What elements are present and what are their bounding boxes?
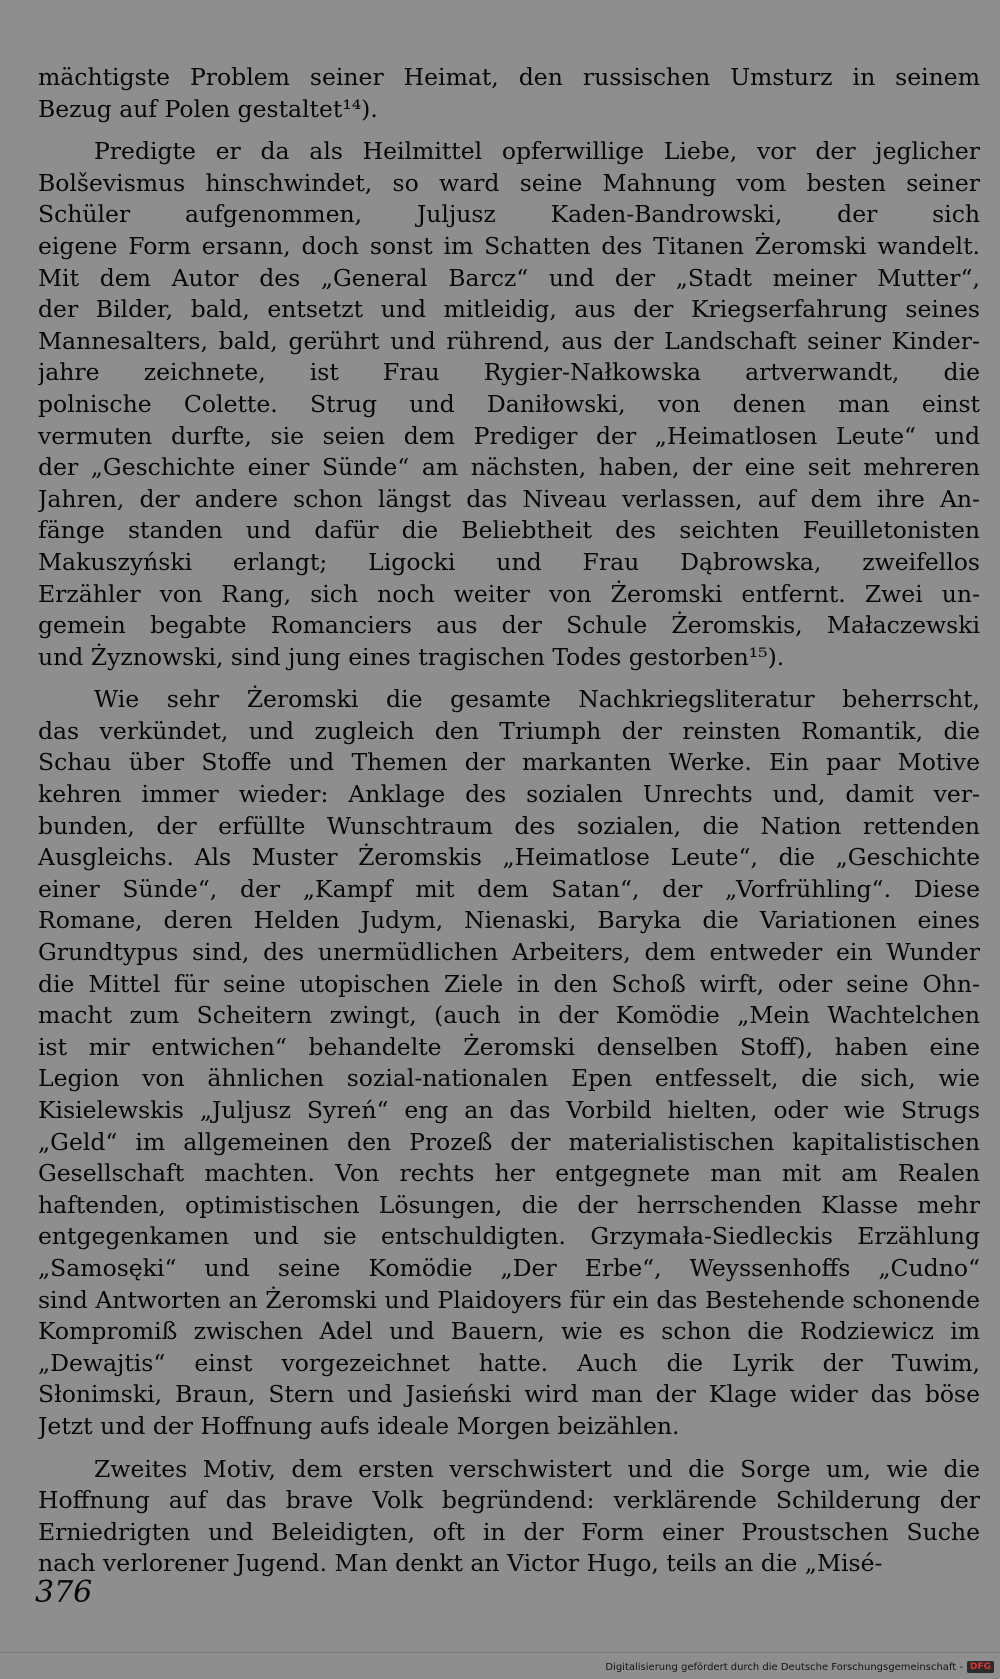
text-line: Erzähler von Rang, sich noch weiter von Żeromski entfernt. Zwei un-: [38, 579, 980, 608]
text-line: „Dewajtis“ einst vorgezeichnet hatte. Auch die Lyrik der Tuwim,: [38, 1348, 980, 1377]
paragraph: [38, 1454, 980, 1580]
text-line: macht zum Scheitern zwingt, (auch in der Komödie „Mein Wachtelchen: [38, 1001, 980, 1030]
text-line: Erniedrigten und Beleidigten, oft in der Form einer Proustschen Suche: [38, 1517, 980, 1546]
text-line: gemein begabte Romanciers aus der Schule Żeromskis, Małaczewski: [38, 611, 980, 640]
text-line: bunden, der erfüllte Wunschtraum des sozialen, die Nation rettenden: [38, 811, 980, 840]
body-text: [38, 62, 980, 1580]
text-line: Schüler aufgenommen, Juljusz Kaden-Bandrowski, der sich: [38, 200, 980, 229]
paragraph: [38, 136, 980, 673]
text-line: jahre zeichnete, ist Frau Rygier-Nałkowska artverwandt, die: [38, 358, 980, 387]
text-line: Gesellschaft machten. Von rechts her entgegnete man mit am Realen: [38, 1159, 980, 1188]
text-line: Mit dem Autor des „General Barcz“ und der „Stadt meiner Mutter“,: [38, 263, 980, 292]
text-line: Zweites Motiv, dem ersten verschwistert und die Sorge um, wie die: [94, 1454, 980, 1483]
text-line: Romane, deren Helden Judym, Nienaski, Baryka die Variationen eines: [38, 906, 980, 935]
text-line: Bezug auf Polen gestaltet¹⁴).: [38, 94, 378, 123]
text-line: sind Antworten an Żeromski und Plaidoyers für ein das Bestehende schonende: [38, 1285, 980, 1314]
text-line: vermuten durfte, sie seien dem Prediger der „Heimatlosen Leute“ und: [38, 421, 980, 450]
text-line: das verkündet, und zugleich den Triumph der reinsten Romantik, die: [38, 716, 980, 745]
text-line: der Bilder, bald, entsetzt und mitleidig, aus der Kriegserfahrung seines: [38, 295, 980, 324]
text-line: und Żyznowski, sind jung eines tragischen Todes gestorben¹⁵).: [38, 642, 785, 671]
text-line: eigene Form ersann, doch sonst im Schatten des Titanen Żeromski wandelt.: [38, 231, 980, 260]
footer-divider: [0, 1652, 1000, 1653]
paragraph: [38, 62, 980, 125]
text-line: mächtigste Problem seiner Heimat, den russischen Umsturz in seinem: [38, 63, 980, 91]
text-line: polnische Colette. Strug und Daniłowski, von denen man einst: [38, 389, 980, 418]
page-number: 376: [35, 1575, 93, 1610]
text-line: Jahren, der andere schon längst das Niveau verlassen, auf dem ihre An-: [38, 484, 980, 513]
text-line: Mannesalters, bald, gerührt und rührend, aus der Landschaft seiner Kinder-: [38, 326, 980, 355]
text-line: nach verlorener Jugend. Man denkt an Victor Hugo, teils an die „Misé-: [38, 1549, 883, 1578]
text-line: Makuszyński erlangt; Ligocki und Frau Dąbrowska, zweifellos: [38, 547, 980, 576]
text-line: entgegenkamen und sie entschuldigten. Grzymała-Siedleckis Erzählung: [38, 1222, 980, 1251]
text-line: Grundtypus sind, des unermüdlichen Arbeiters, dem entweder ein Wunder: [38, 938, 980, 967]
text-line: Kisielewskis „Juljusz Syreń“ eng an das Vorbild hielten, oder wie Strugs: [38, 1096, 980, 1124]
text-line: Bolševismus hinschwindet, so ward seine Mahnung vom besten seiner: [38, 168, 980, 197]
text-line: haftenden, optimistischen Lösungen, die der herrschenden Klasse mehr: [38, 1190, 980, 1219]
text-line: Kompromiß zwischen Adel und Bauern, wie es schon die Rodziewicz im: [38, 1317, 980, 1346]
text-line: kehren immer wieder: Anklage des sozialen Unrechts und, damit ver-: [38, 780, 980, 809]
text-line: Słonimski, Braun, Stern und Jasieński wird man der Klage wider das böse: [38, 1380, 980, 1409]
text-line: ist mir entwichen“ behandelte Żeromski denselben Stoff), haben eine: [38, 1032, 980, 1061]
text-line: „Geld“ im allgemeinen den Prozeß der materialistischen kapitalistischen: [38, 1127, 980, 1156]
digitization-footer: [605, 1661, 994, 1673]
text-line: Hoffnung auf das brave Volk begründend: verklärende Schilderung der: [38, 1486, 980, 1515]
text-line: Schau über Stoffe und Themen der markanten Werke. Ein paar Motive: [38, 748, 980, 777]
text-line: fänge standen und dafür die Beliebtheit des seichten Feuilletonisten: [38, 516, 980, 545]
paragraph: [38, 684, 980, 1442]
dfg-logo: DFG: [967, 1661, 994, 1673]
text-line: die Mittel für seine utopischen Ziele in den Schoß wirft, oder seine Ohn-: [38, 969, 980, 998]
text-line: Jetzt und der Hoffnung aufs ideale Morgen beizählen.: [38, 1411, 680, 1440]
text-line: Legion von ähnlichen sozial-nationalen Epen entfesselt, die sich, wie: [38, 1064, 980, 1093]
text-line: einer Sünde“, der „Kampf mit dem Satan“, der „Vorfrühling“. Diese: [38, 874, 980, 903]
text-line: der „Geschichte einer Sünde“ am nächsten, haben, der eine seit mehreren: [38, 453, 980, 482]
footer-credit: Digitalisierung gefördert durch die Deutsche Forschungsgemeinschaft -: [605, 1661, 963, 1673]
text-line: „Samosęki“ und seine Komödie „Der Erbe“, Weyssenhoffs „Cudno“: [38, 1253, 980, 1282]
text-line: Ausgleichs. Als Muster Żeromskis „Heimatlose Leute“, die „Geschichte: [38, 843, 980, 872]
text-line: Predigte er da als Heilmittel opferwillige Liebe, vor der jeglicher: [94, 137, 980, 166]
text-line: Wie sehr Żeromski die gesamte Nachkriegsliteratur beherrscht,: [94, 685, 980, 714]
